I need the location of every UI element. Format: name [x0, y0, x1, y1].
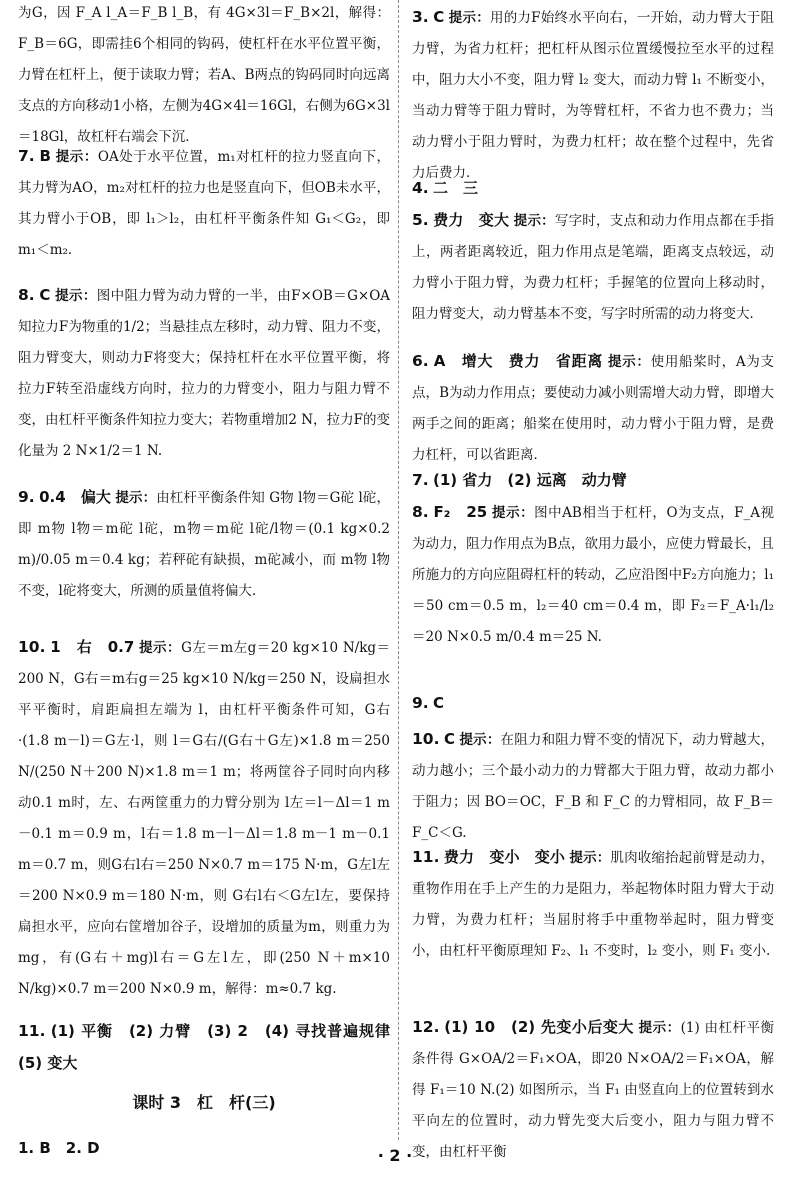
- answer-8: [18, 280, 390, 467]
- hint-text: 写字时，支点和动力作用点都在手指上，两者距离较近，阻力作用点是笔端，距离支点较远，动力臂小于阻力臂，为费力杠杆；手握笔的位置向上移动时，阻力臂变大，动力臂基本不变，写字时所需的动力将变大．: [412, 213, 774, 322]
- continued-body: 为G，因 F_A l_A＝F_B l_B，有 4G×3l＝F_B×2l，解得：F_B＝6G，即需挂6个相同的钩码，使杠杆在水平位置平衡，力臂在杠杆上，便于读取力臂；若A、B两点的钩码同时向远离支点的方向移动1小格，左侧为4G×4l＝16Gl，右侧为6G×3l＝18Gl，故杠杆右端会下沉．: [18, 5, 390, 145]
- answer-11: [18, 1016, 406, 1080]
- answer-7: [412, 465, 774, 497]
- answer-9: [412, 688, 774, 720]
- answer-11: [412, 842, 774, 967]
- hint-text: 图中AB相当于杠杆，O为支点，F_A视为动力，阻力作用点为B点，欲用力最小，应使力臂最长，且所施力的方向应阻碍杠杆的转动，乙应沿图中F₂方向施力；l₁＝50 cm＝0.5 m，l₂＝40 cm＝0.4 m，即 F₂＝F_A·l₁/l₂＝20 N×0.5 m/0.4 m＝25 N.: [412, 505, 775, 645]
- hint-text: (1) 由杠杆平衡条件得 G×OA/2＝F₁×OA，即20 N×OA/2＝F₁×OA，解得 F₁＝10 N.(2) 如图所示，当 F₁ 由竖直向上的位置转到水平向左的位置时，动力臂先变大后变小，阻力与阻力臂不变，由杠杆平衡: [412, 1020, 774, 1160]
- hint-label: 提示：: [608, 354, 651, 370]
- answer-value: C: [39, 286, 51, 304]
- answer-value: 费力 变小 变小: [443, 848, 566, 866]
- question-number: 11.: [412, 848, 440, 866]
- question-number: 12.: [412, 1018, 440, 1036]
- answer-value: 二 三: [432, 179, 478, 197]
- answer-value: C: [432, 694, 444, 712]
- question-number: 9.: [18, 488, 35, 506]
- answer-value: A 增大 费力 省距离: [433, 352, 604, 370]
- question-number: 9.: [412, 694, 429, 712]
- answer-7: [18, 141, 390, 266]
- question-number: 8.: [412, 503, 429, 521]
- answer-6: [412, 346, 774, 471]
- hint-label: 提示：: [513, 213, 555, 229]
- answer-value: (1) 平衡 (2) 力臂 (3) 2 (4) 寻找普遍规律 (5) 变大: [18, 1022, 406, 1072]
- hint-text: 肌肉收缩抬起前臂是动力，重物作用在手上产生的力是阻力，举起物体时阻力臂大于动力臂，为费力杠杆；当屈肘将手中重物举起时，阻力臂变小，由杠杆平衡原理知 F₂、l₁ 不变时，l₂ 变小，则 F₁ 变小.: [412, 850, 775, 959]
- hint-text: 由杠杆平衡条件知 G物 l物＝G砣 l砣，即 m物 l物＝m砣 l砣，m物＝m砣 l砣/l物＝(0.1 kg×0.2 m)/0.05 m＝0.4 kg；若秤砣有缺损，m砣减小，而 m物 l物不变，l砣将变大，所测的质量值将偏大.: [18, 490, 391, 599]
- hint-label: 提示：: [448, 10, 490, 26]
- answer-8: [412, 497, 774, 653]
- question-number: 10.: [412, 730, 440, 748]
- answer-3: [412, 2, 774, 189]
- hint-text: 使用船桨时，A为支点，B为动力作用点；要使动力减小则需增大动力臂，即增大两手之间的距离；船桨在使用时，动力臂小于阻力臂，是费力杠杆，可以省距离．: [412, 354, 775, 463]
- answer-value: (1) 10 (2) 先变小后变大: [444, 1018, 634, 1036]
- answer-5: [412, 205, 774, 330]
- question-number: 5.: [412, 211, 429, 229]
- answer-10: [18, 632, 390, 1005]
- question-number: 11.: [18, 1022, 46, 1040]
- hint-label: 提示：: [459, 732, 501, 748]
- answer-value: 费力 变大: [433, 211, 510, 229]
- answer-value: C: [433, 8, 445, 26]
- answer-4: [412, 173, 774, 205]
- hint-label: 提示：: [569, 850, 611, 866]
- question-number: 7.: [18, 147, 35, 165]
- answer-12: [412, 1012, 774, 1168]
- section-title: 课时 3 杠 杆(三): [132, 1093, 276, 1112]
- hint-text: 用的力F始终水平向右，一开始，动力臂大于阻力臂，为省力杠杆；把杠杆从图示位置缓慢拉至水平的过程中，阻力大小不变，阻力臂 l₂ 变大，而动力臂 l₁ 不断变小，当动力臂等于阻力臂时，为等臂杠杆，不省力也不费力；当动力臂小于阻力臂时，为费力杠杆；故在整个过程中，先省力后费力．: [412, 10, 774, 181]
- question-number: 8.: [18, 286, 35, 304]
- answer-value: (1) 省力 (2) 远离 动力臂: [432, 471, 627, 489]
- answer-value: 1. B 2. D: [18, 1139, 100, 1157]
- continued-text: [18, 0, 390, 153]
- hint-label: 提示：: [638, 1020, 681, 1036]
- hint-text: OA处于水平位置，m₁对杠杆的拉力竖直向下，其力臂为AO，m₂对杠杆的拉力也是竖直向下，但OB未水平，其力臂小于OB，即 l₁＞l₂，由杠杆平衡条件知 G₁＜G₂，即 m₁＜m₂．: [18, 149, 390, 258]
- column-divider: [398, 0, 399, 1140]
- hint-label: 提示：: [139, 640, 182, 656]
- answer-value: C: [443, 730, 455, 748]
- hint-text: 在阻力和阻力臂不变的情况下，动力臂越大，动力越小；三个最小动力的力臂都大于阻力臂，故动力都小于阻力；因 BO＝OC，F_B 和 F_C 的力臂相同，故 F_B＝F_C＜G.: [412, 732, 775, 841]
- question-number: 3.: [412, 8, 429, 26]
- question-number: 4.: [412, 179, 429, 197]
- answer-value: F₂ 25: [433, 503, 488, 521]
- hint-label: 提示：: [492, 505, 535, 521]
- answer-value: 0.4 偏大: [39, 488, 112, 506]
- question-number: 10.: [18, 638, 46, 656]
- hint-text: G左＝m左g＝20 kg×10 N/kg＝200 N，G右＝m右g＝25 kg×10 N/kg＝250 N，设扁担水平平衡时，肩距扁担左端为 l，由杠杆平衡条件可知，G右·(1.8 m－l)＝G左·l，则 l＝G右/(G右＋G左)×1.8 m＝250 N/(250 N＋200 N)×1.8 m＝1 m；将两筐谷子同时向内移动0.1 m时，左、右两筐重力的力臂分别为 l左＝l－Δl＝1 m－0.1 m＝0.9 m，l右＝1.8 m－l－Δl＝1.8 m－1 m－0.1 m＝0.7 m，则G右l右＝250 N×0.7 m＝175 N·m，G左l左＝200 N×0.9 m＝180 N·m，则 G右l右＜G左l左，要保持扁担水平，应向右筐增加谷子，设增加的质量为m，则重力为mg，有(G右＋mg)l右＝G左l左，即(250 N＋m×10 N/kg)×0.7 m＝200 N×0.9 m，解得：m≈0.7 kg.: [18, 640, 391, 997]
- question-number: 6.: [412, 352, 429, 370]
- hint-label: 提示：: [115, 490, 157, 506]
- question-number: 7.: [412, 471, 429, 489]
- answer-value: B: [39, 147, 51, 165]
- answer-9: [18, 482, 390, 607]
- page-number: · 2 ·: [377, 1146, 413, 1165]
- hint-label: 提示：: [55, 149, 98, 165]
- answer-value: 1 右 0.7: [50, 638, 135, 656]
- hint-label: 提示：: [55, 288, 97, 304]
- hint-text: 图中阻力臂为动力臂的一半，由F×OB＝G×OA 知拉力F为物重的1/2；当悬挂点左移时，动力臂、阻力不变，阻力臂变大，则动力F将变大；保持杠杆在水平位置平衡，将拉力F转至沿虚线方向时，拉力的力臂变小，阻力与阻力臂不变，由杠杆平衡条件知拉力变大；若物重增加2 N，拉力F的变化量为 2 N×1/2＝1 N.: [18, 288, 391, 459]
- answer-10: [412, 724, 774, 849]
